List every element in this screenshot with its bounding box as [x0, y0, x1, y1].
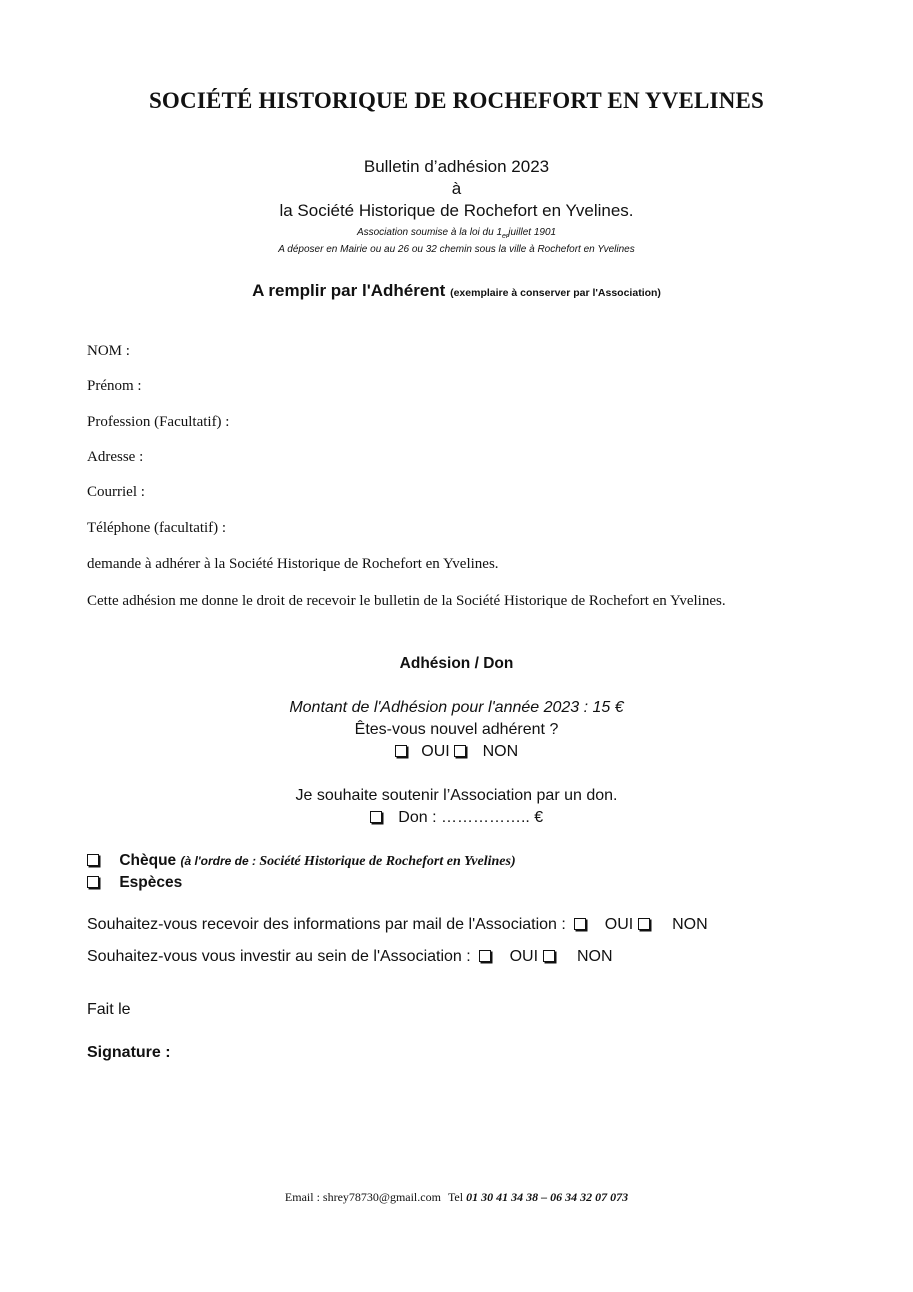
checkbox-invest-oui[interactable]: [479, 950, 491, 962]
donation-text: Je souhaite soutenir l’Association par un don.: [295, 787, 618, 804]
label-non: NON: [482, 743, 519, 760]
fill-section-title: A remplir par l'Adhérent: [252, 281, 446, 300]
checkbox-mail-non[interactable]: [638, 918, 650, 930]
footer-contact: [0, 1190, 913, 1205]
legal-notice: [0, 227, 913, 240]
checkbox-invest-non[interactable]: [543, 950, 555, 962]
footer-tel-label: Tel: [447, 1190, 464, 1204]
footer-tel-numbers: 01 30 41 34 38 – 06 34 32 07 073: [466, 1190, 629, 1204]
rights-paragraph: Cette adhésion me donne le droit de recevoir le bulletin de la Société Historique de Rochefort en Yvelines.: [87, 593, 726, 609]
new-member-question: Êtes-vous nouvel adhérent ?: [354, 721, 559, 738]
label-mail-oui: OUI: [604, 916, 634, 933]
legal-sup: er: [502, 233, 509, 240]
checkbox-cheque[interactable]: [87, 854, 99, 866]
signature-field[interactable]: Signature :: [87, 1044, 171, 1061]
field-profession[interactable]: Profession (Facultatif) :: [87, 414, 230, 430]
checkbox-oui[interactable]: [395, 745, 407, 757]
label-oui: OUI: [421, 743, 450, 760]
field-adresse[interactable]: Adresse :: [87, 449, 144, 465]
new-member-options: [0, 743, 913, 761]
mail-info-row: [87, 916, 708, 934]
donation-row: [0, 809, 913, 827]
bulletin-a: à: [451, 179, 462, 198]
bulletin-title: Bulletin d’adhésion 2023: [363, 157, 550, 176]
adhesion-amount: Montant de l'Adhésion pour l'année 2023 : 15 €: [289, 699, 624, 716]
fait-le-field[interactable]: Fait le: [87, 1001, 131, 1018]
checkbox-especes[interactable]: [87, 876, 99, 888]
especes-label: Espèces: [119, 874, 183, 891]
legal-suffix: juillet 1901: [508, 227, 557, 238]
legal-prefix: Association soumise à la loi du 1: [356, 227, 503, 238]
checkbox-non[interactable]: [454, 745, 466, 757]
don-amount-field[interactable]: Don : …………….. €: [398, 809, 544, 826]
fill-section-heading: [0, 281, 913, 301]
deposit-notice: A déposer en Mairie ou au 26 ou 32 chemin sous la ville à Rochefort en Yvelines: [278, 244, 635, 255]
footer-email: Email : shrey78730@gmail.com: [284, 1190, 441, 1204]
field-prenom[interactable]: Prénom :: [87, 378, 142, 394]
checkbox-don[interactable]: [370, 811, 382, 823]
field-telephone[interactable]: Téléphone (facultatif) :: [87, 520, 227, 536]
fill-section-note: (exemplaire à conserver par l'Association): [450, 287, 661, 299]
label-invest-non: NON: [576, 948, 613, 965]
label-mail-non: NON: [672, 916, 708, 933]
adhesion-title: Adhésion / Don: [399, 655, 514, 672]
label-invest-oui: OUI: [509, 948, 539, 965]
cheque-label: Chèque: [119, 852, 177, 869]
cheque-note: [180, 854, 515, 868]
payment-cheque: [87, 852, 516, 870]
document-title: SOCIÉTÉ HISTORIQUE DE ROCHEFORT EN YVELINES: [148, 88, 765, 113]
invest-question: Souhaitez-vous vous investir au sein de l'Association :: [87, 948, 471, 965]
request-paragraph: demande à adhérer à la Société Historique de Rochefort en Yvelines.: [87, 556, 499, 572]
payment-especes: [87, 874, 182, 892]
field-courriel[interactable]: Courriel :: [87, 484, 145, 500]
checkbox-mail-oui[interactable]: [574, 918, 586, 930]
invest-row: [87, 948, 613, 966]
field-nom[interactable]: NOM :: [87, 343, 130, 359]
bulletin-society: la Société Historique de Rochefort en Yvelines.: [279, 201, 634, 220]
cheque-note-prefix: (à l'ordre de :: [180, 854, 260, 868]
cheque-note-org: Société Historique de Rochefort en Yvelines): [259, 854, 516, 869]
mail-info-question: Souhaitez-vous recevoir des informations par mail de l'Association :: [87, 916, 566, 933]
